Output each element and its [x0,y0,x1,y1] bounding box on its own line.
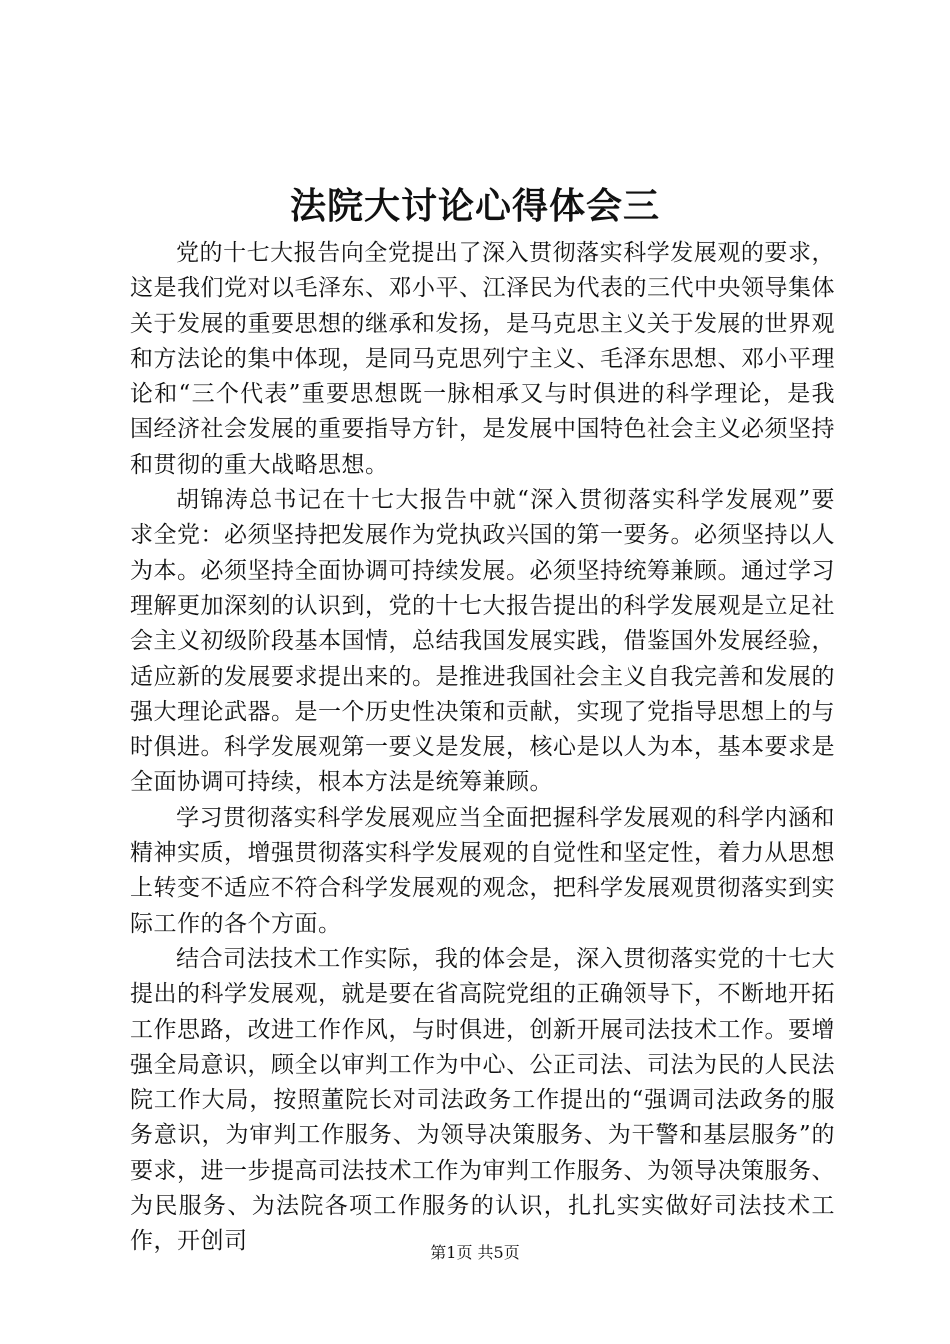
paragraph: 党的十七大报告向全党提出了深入贯彻落实科学发展观的要求，这是我们党对以毛泽东、邓小平、江泽民为代表的三代中央领导集体关于发展的重要思想的继承和发扬，是马克思主义关于发展的世界观和方法论的集中体现，是同马克思列宁主义、毛泽东思想、邓小平理论和“三个代表”重要思想既一脉相承又与时俱进的科学理论，是我国经济社会发展的重要指导方针，是发展中国特色社会主义必须坚持和贯彻的重大战略思想。 [130,240,835,478]
page-number-footer: 第1页 共5页 [430,1243,520,1262]
page-title: 法院大讨论心得体会三 [289,185,660,227]
paragraph: 学习贯彻落实科学发展观应当全面把握科学发展观的科学内涵和精神实质，增强贯彻落实科学发展观的自觉性和坚定性，着力从思想上转变不适应不符合科学发展观的观念，把科学发展观贯彻落实到实际工作的各个方面。 [130,804,835,937]
document-body [130,236,835,1260]
paragraph: 结合司法技术工作实际，我的体会是，深入贯彻落实党的十七大提出的科学发展观，就是要在省高院党组的正确领导下，不断地开拓工作思路，改进工作作风，与时俱进，创新开展司法技术工作。要增强全局意识，顾全以审判工作为中心、公正司法、司法为民的人民法院工作大局，按照董院长对司法政务工作提出的“强调司法政务的服务意识，为审判工作服务、为领导决策服务、为干警和基层服务”的要求，进一步提高司法技术工作为审判工作服务、为领导决策服务、为民服务、为法院各项工作服务的认识，扎扎实实做好司法技术工作，开创司 [130,945,835,1255]
paragraph: 胡锦涛总书记在十七大报告中就“深入贯彻落实科学发展观”要求全党：必须坚持把发展作为党执政兴国的第一要务。必须坚持以人为本。必须坚持全面协调可持续发展。必须坚持统筹兼顾。通过学习理解更加深刻的认识到，党的十七大报告提出的科学发展观是立足社会主义初级阶段基本国情，总结我国发展实践，借鉴国外发展经验，适应新的发展要求提出来的。是推进我国社会主义自我完善和发展的强大理论武器。是一个历史性决策和贡献，实现了党指导思想上的与时俱进。科学发展观第一要义是发展，核心是以人为本，基本要求是全面协调可持续，根本方法是统筹兼顾。 [130,487,835,796]
